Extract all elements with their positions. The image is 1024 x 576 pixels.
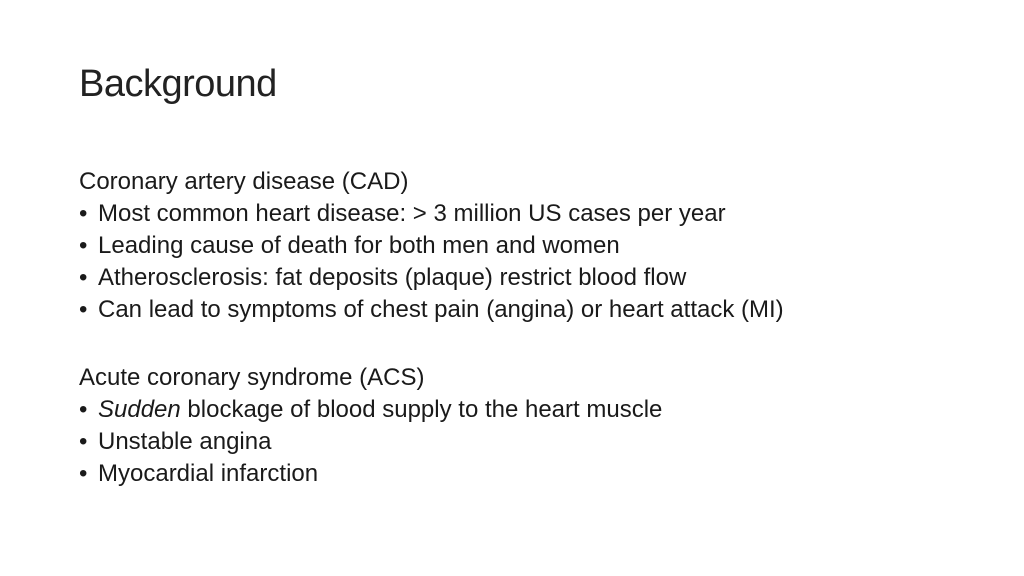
bullet-icon: • bbox=[79, 428, 88, 455]
bullet-text: Leading cause of death for both men and women bbox=[98, 232, 620, 259]
section-heading-acs: Acute coronary syndrome (ACS) bbox=[79, 364, 425, 391]
slide-title: Background bbox=[79, 63, 277, 105]
section-heading-cad: Coronary artery disease (CAD) bbox=[79, 168, 409, 195]
list-item bbox=[79, 458, 979, 490]
list-item bbox=[79, 230, 979, 262]
bullet-icon: • bbox=[79, 200, 88, 227]
bullet-list-cad bbox=[79, 198, 979, 326]
bullet-text-rest: blockage of blood supply to the heart muscle bbox=[180, 396, 663, 423]
section-spacer bbox=[79, 326, 979, 362]
bullet-text: Atherosclerosis: fat deposits (plaque) restrict blood flow bbox=[98, 264, 687, 291]
bullet-text: Most common heart disease: > 3 million US cases per year bbox=[98, 200, 726, 227]
bullet-icon: • bbox=[79, 296, 88, 323]
bullet-text: Can lead to symptoms of chest pain (angina) or heart attack (MI) bbox=[98, 296, 784, 323]
bullet-emphasis: Sudden bbox=[98, 396, 181, 423]
bullet-text bbox=[98, 394, 662, 426]
list-item bbox=[79, 198, 979, 230]
bullet-text: Unstable angina bbox=[98, 428, 272, 455]
bullet-icon: • bbox=[79, 264, 88, 291]
bullet-icon: • bbox=[79, 232, 88, 259]
bullet-icon: • bbox=[79, 396, 88, 423]
list-item bbox=[79, 394, 979, 426]
list-item bbox=[79, 262, 979, 294]
slide-body bbox=[79, 166, 979, 490]
bullet-icon: • bbox=[79, 460, 88, 487]
list-item bbox=[79, 294, 979, 326]
bullet-list-acs bbox=[79, 394, 979, 490]
list-item bbox=[79, 426, 979, 458]
bullet-text: Myocardial infarction bbox=[98, 460, 319, 487]
